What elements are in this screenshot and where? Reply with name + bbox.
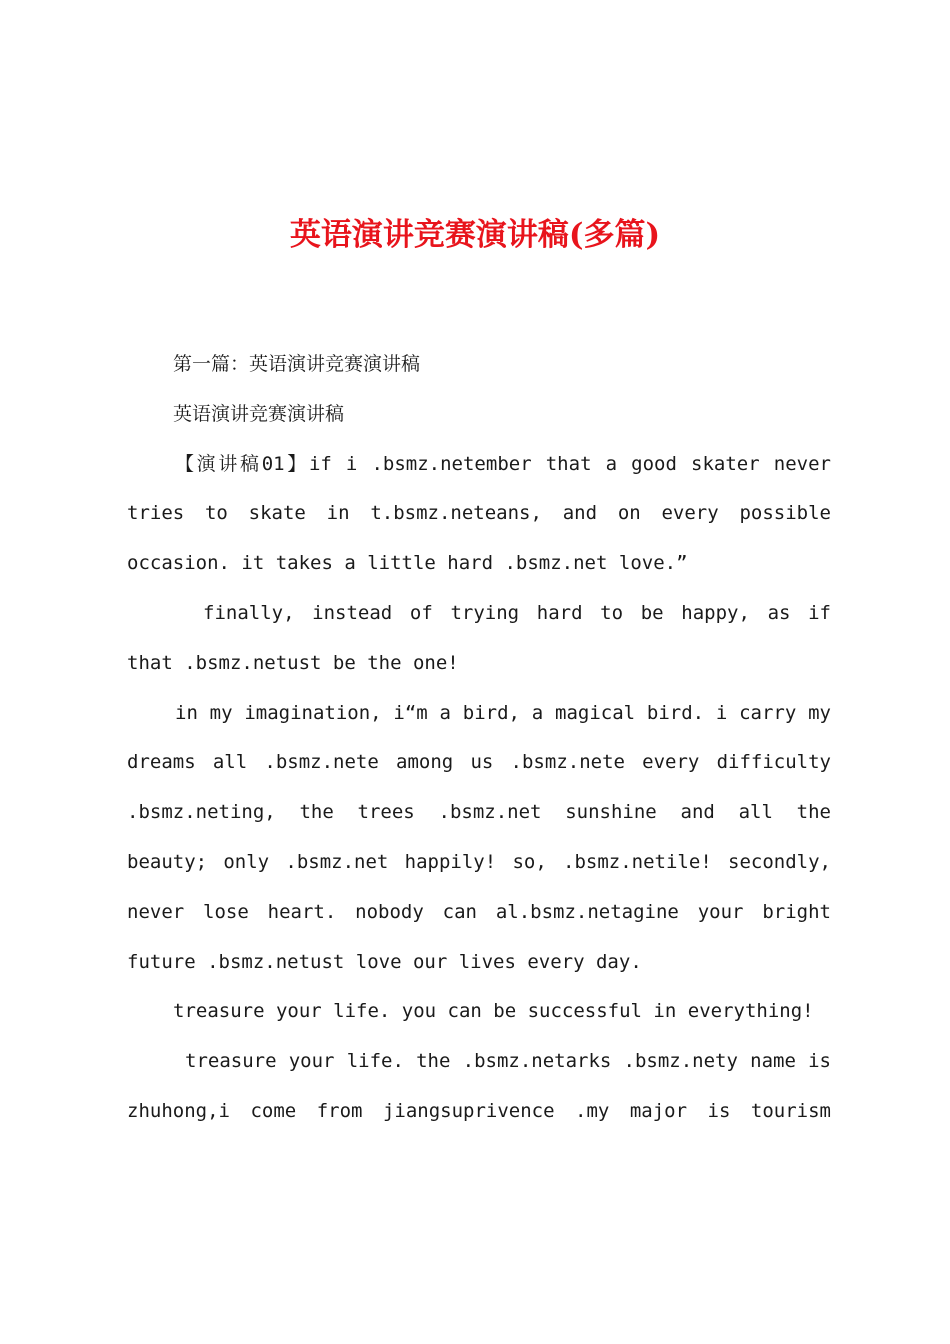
paragraph-imagination: in my imagination, i“m a bird, a magical bird. i carry my dreams all .bsmz.nete among us .bsmz.nete every difficulty .bsmz.neting, the trees .bsmz.net sunshine and all the beauty; only .bsmz.net happily! so, .bsmz.netile! secondly, never lose heart. nobody can al.bsmz.netagine your bright future .bsmz.netust love our lives every day. (127, 701, 831, 973)
paragraph-introduction: treasure your life. the .bsmz.netarks .bsmz.nety name is zhuhong,i come from jiangsuprivence .my major is tourism (127, 1050, 831, 1122)
paragraph-finally: finally, instead of trying hard to be happy, as if that .bsmz.netust be the one! (127, 601, 831, 674)
document-body (127, 340, 831, 1137)
speech-title: 英语演讲竞赛演讲稿 (173, 402, 345, 425)
paragraph-speech-01: 【演讲稿01】if i .bsmz.netember that a good skater never tries to skate in t.bsmz.neteans, and on every possible occasion. it takes a little hard .bsmz.net love.” (127, 452, 831, 575)
section-heading: 第一篇：英语演讲竞赛演讲稿 (173, 353, 421, 375)
paragraph-treasure-life: treasure your life. you can be successful in everything! (173, 1000, 814, 1023)
document-title: 英语演讲竞赛演讲稿(多篇) (289, 217, 661, 253)
